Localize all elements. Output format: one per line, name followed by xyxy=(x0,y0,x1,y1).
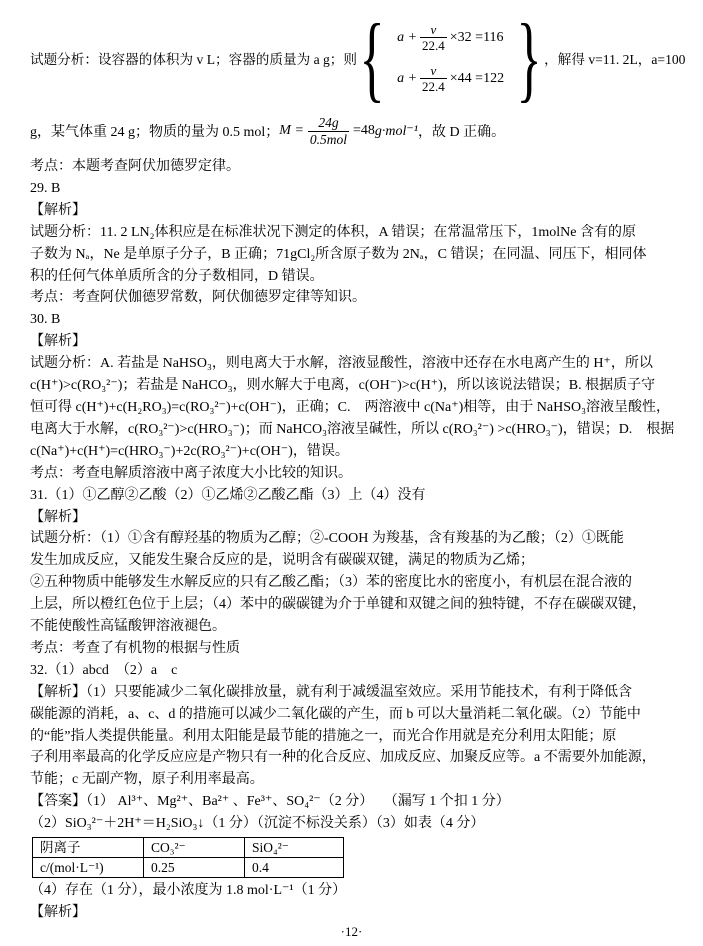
equation-1-tail: ×32 =116 xyxy=(449,29,504,45)
molar-unit: g·mol⁻¹ xyxy=(374,123,419,139)
formula-prefix: 试题分析：设容器的体积为 v L；容器的质量为 a g；则 xyxy=(30,52,357,67)
fraction-numerator: 24g xyxy=(308,115,349,132)
formula-suffix: ，解得 v=11. 2L，a=100 xyxy=(544,52,686,67)
text-line: 子数为 Nₐ，Ne 是单原子分子，B 正确；71gCl₂所含原子数为 2Nₐ，C 错误；在同温、同压下，相同体 xyxy=(30,246,647,262)
molar-variable: M = xyxy=(279,123,304,138)
molar-result: =48 xyxy=(353,123,375,138)
left-brace: { xyxy=(359,4,385,111)
text-line: 的“能”指人类提供能量。利用太阳能是最节能的措施之一，而光合作用就是充分利用太阳能；原 xyxy=(30,728,617,744)
table-cell-carbonate: CO₃²⁻ xyxy=(144,838,245,858)
text-line: 考点：考查阿伏伽德罗常数，阿伏伽德罗定律等知识。 xyxy=(30,290,366,306)
formula-system-line xyxy=(30,4,686,111)
answer-30: 30. B xyxy=(30,312,61,328)
fraction-numerator: v xyxy=(420,63,447,79)
text-line: 积的任何气体单质所含的分子数相同，D 错误。 xyxy=(30,268,324,284)
text-line: （4）存在（1 分），最小浓度为 1.8 mol·L⁻¹（1 分） xyxy=(30,883,347,899)
table-cell-anion-header: 阴离子 xyxy=(33,838,144,858)
fraction-numerator: v xyxy=(420,22,447,38)
equation-2-lead: a + xyxy=(397,70,418,86)
answer-31: 31.（1）①乙醇②乙酸（2）①乙烯②乙酸乙酯（3）上（4）没有 xyxy=(30,487,426,503)
text-line: 考点：考查了有机物的根据与性质 xyxy=(30,640,240,656)
text-line: c(H⁺)>c(RO₃²⁻)；若盐是 NaHCO₃，则水解大于电离，c(OH⁻)>c(H⁺)，所以该说法错误；B. 根据质子守 xyxy=(30,378,656,394)
text-line: 考点：本题考查阿伏加德罗定律。 xyxy=(30,159,240,174)
fraction-denominator: 22.4 xyxy=(422,38,445,53)
table-cell-carbonate-value: 0.25 xyxy=(144,858,245,878)
text-line: 不能使酸性高锰酸钾溶液褪色。 xyxy=(30,619,226,635)
answer-key-line: 【答案】（1） Al³⁺、Mg²⁺、Ba²⁺ 、Fe³⁺、SO₄²⁻（2 分） （漏写 1 个扣 1 分） xyxy=(30,794,510,810)
anion-concentration-table xyxy=(32,837,344,878)
equation-2-tail: ×44 =122 xyxy=(449,70,505,86)
table-cell-silicate: SiO₄²⁻ xyxy=(245,838,344,858)
text-line: 【解析】 xyxy=(30,202,86,218)
text-line: 子利用率最高的化学反应应是产物只有一种的化合反应、加成反应、加聚反应等。a 不需要外加能源， xyxy=(30,750,656,766)
equation-1 xyxy=(397,22,504,53)
text-line: ②五种物质中能够发生水解反应的只有乙酸乙酯；（3）苯的密度比水的密度小，有机层在混合液的 xyxy=(30,575,632,591)
molar-suffix: ，故 D 正确。 xyxy=(418,125,506,140)
table-cell-silicate-value: 0.4 xyxy=(245,858,344,878)
text-line: c(Na⁺)+c(H⁺)=c(HRO₃⁻)+2c(RO₃²⁻)+c(OH⁻)，错误。 xyxy=(30,443,349,459)
fraction-v-over-22-4 xyxy=(420,63,447,94)
text-line: 试题分析：11. 2 LN₂体积应是在标准状况下测定的体积，A 错误；在常温常压下，1molNe 含有的原 xyxy=(30,224,636,240)
text-line: 【解析】 xyxy=(30,509,86,525)
text-line: 试题分析：A. 若盐是 NaHSO₃，则电离大于水解，溶液显酸性，溶液中还存在水电离产生的 H⁺，所以 xyxy=(30,356,653,372)
equation-1-lead: a + xyxy=(397,29,418,45)
molar-prefix: g，某气体重 24 g；物质的量为 0.5 mol； xyxy=(30,125,280,140)
text-line: 【解析】（1）只要能减少二氧化碳排放量，就有利于减缓温室效应。采用节能技术，有利于降低含 xyxy=(30,684,632,700)
text-line: 电离大于水解，c(RO₃²⁻)>c(HRO₃⁻)；而 NaHCO₃溶液呈碱性，所以 c(RO₃²⁻) >c(HRO₃⁻)，错误；D. 根据 xyxy=(30,421,675,437)
equation-stack xyxy=(397,22,504,94)
text-line: 试题分析：（1）①含有醇羟基的物质为乙醇；②-COOH 为羧基，含有羧基的为乙酸；（2）①既能 xyxy=(30,531,624,547)
text-line: 发生加成反应，又能发生聚合反应的是，说明含有碳碳双键，满足的物质为乙烯； xyxy=(30,553,534,569)
fraction-denominator: 0.5mol xyxy=(309,131,348,147)
text-line: 恒可得 c(H⁺)+c(H₂RO₃)=c(RO₃²⁻)+c(OH⁻)，正确；C. 两溶液中 c(Na⁺)相等，由于 NaHSO₃溶液呈酸性， xyxy=(30,399,670,415)
table-cell-concentration-header: c/(mol·L⁻¹) xyxy=(33,858,144,878)
fraction-24g-over-05mol xyxy=(308,115,349,148)
equation-2 xyxy=(397,63,504,94)
answer-29: 29. B xyxy=(30,180,61,196)
right-brace: } xyxy=(516,4,542,111)
text-line: 碳能源的消耗，a、c、d 的措施可以减少二氧化碳的产生，而 b 可以大量消耗二氧化碳。（2）节能中 xyxy=(30,706,641,722)
molar-mass-line xyxy=(30,106,677,156)
fraction-denominator: 22.4 xyxy=(422,79,445,94)
text-line: 【解析】 xyxy=(30,905,86,920)
text-line: 【解析】 xyxy=(30,334,86,350)
page-number: ·12· xyxy=(340,924,363,939)
text-line: 考点：考查电解质溶液中离子浓度大小比较的知识。 xyxy=(30,465,352,481)
table-row xyxy=(33,858,344,878)
answer-32: 32.（1）abcd （2）a c xyxy=(30,662,178,678)
fraction-v-over-22-4 xyxy=(420,22,447,53)
text-line: 节能；c 无副产物，原子利用率最高。 xyxy=(30,772,264,788)
text-line: （2）SiO₃²⁻＋2H⁺＝H₂SiO₃↓（1 分）（沉淀不标没关系）（3）如表（4 分） xyxy=(30,816,485,832)
table-row xyxy=(33,838,344,858)
text-line: 上层，所以橙红色位于上层；（4）苯中的碳碳键为介于单键和双键之间的独特键，不存在碳碳双键， xyxy=(30,597,646,613)
